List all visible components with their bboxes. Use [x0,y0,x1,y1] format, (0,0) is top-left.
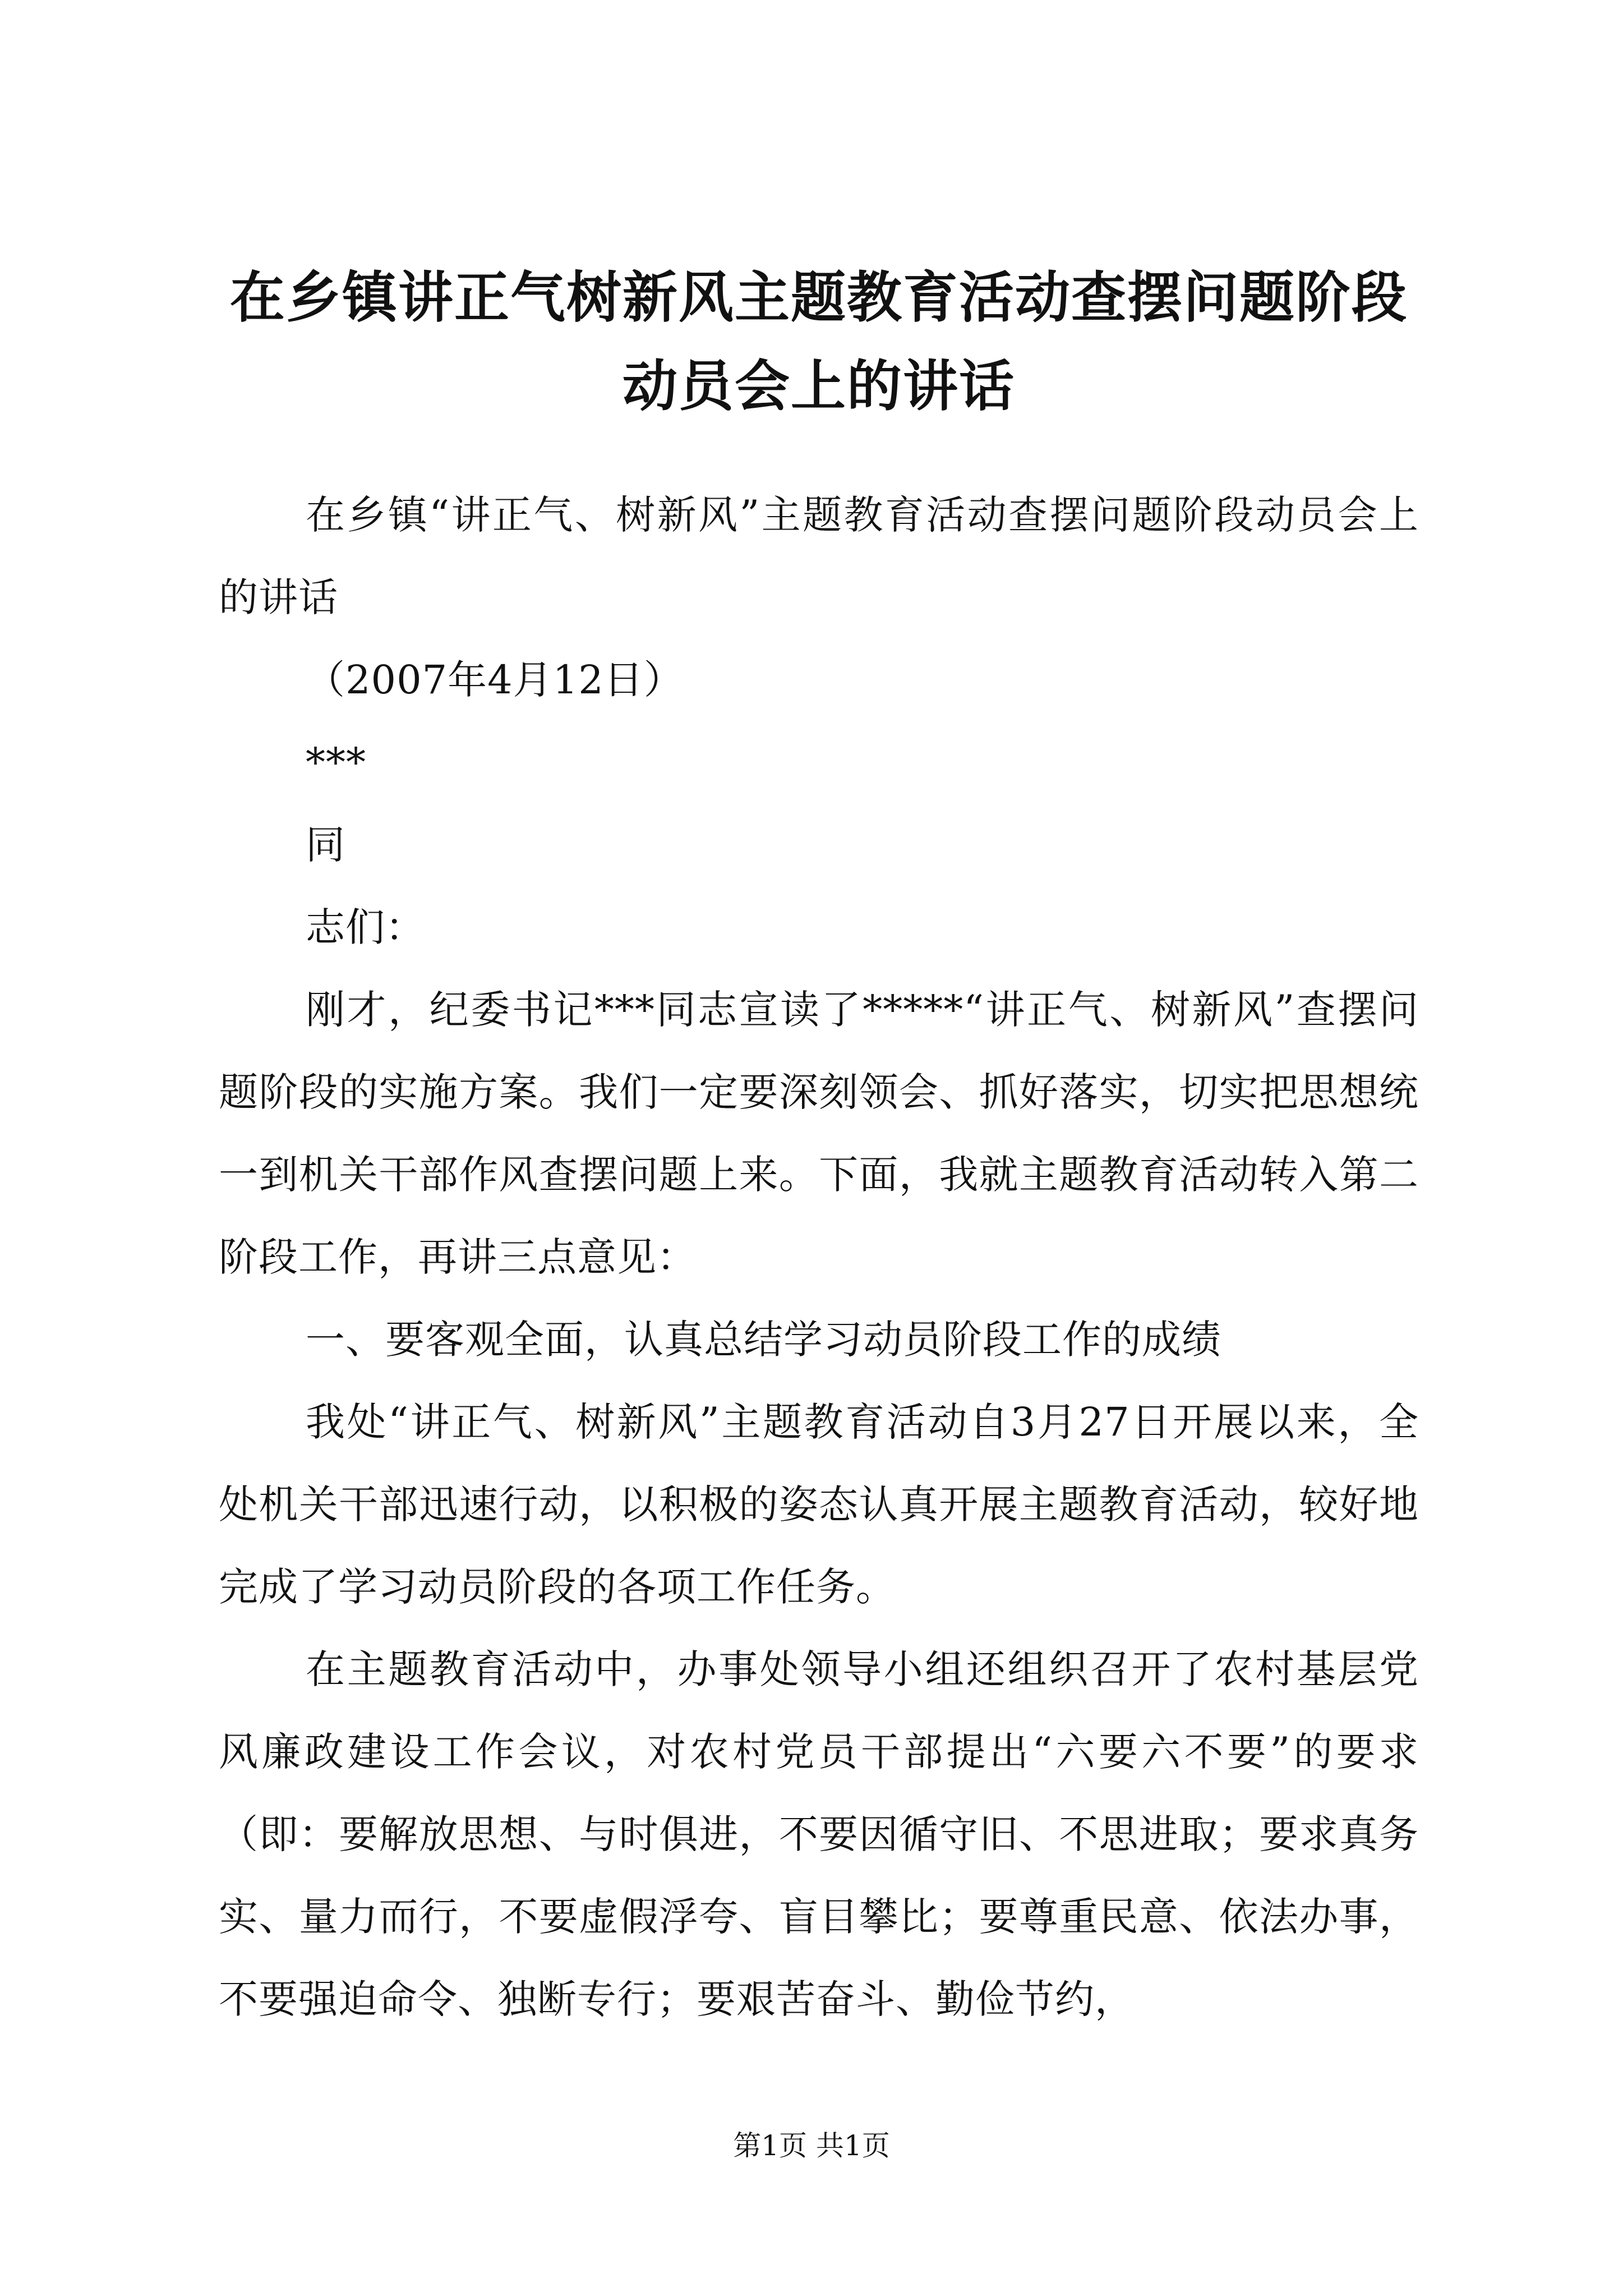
speaker-name: *** [306,739,366,785]
section-heading: 一、要客观全面，认真总结学习动员阶段工作的成绩 [306,1317,1221,1363]
document-body [219,474,1419,2041]
body-paragraph: 在主题教育活动中，办事处领导小组还组织召开了农村基层党风廉政建设工作会议，对农村党员干部提出“六要六不要”的要求（即：要解放思想、与时俱进，不要因循守旧、不思进取；要求真务实、量力而行，不要虚假浮夸、盲目攀比；要尊重民意、依法办事，不要强迫命令、独断专行；要艰苦奋斗、勤俭节约， [219,1646,1419,2022]
body-paragraph: 刚才，纪委书记***同志宣读了*****“讲正气、树新风”查摆问题阶段的实施方案。我们一定要深刻领会、抓好落实，切实把思想统一到机关干部作风查摆问题上来。下面，我就主题教育活动转入第二阶段工作，再讲三点意见： [219,987,1419,1280]
page-footer: 第1页 共1页 [733,2129,890,2162]
body-paragraph: 我处“讲正气、树新风”主题教育活动自3月27日开展以来，全处机关干部迅速行动，以积极的姿态认真开展主题教育活动，较好地完成了学习动员阶段的各项工作任务。 [219,1399,1419,1610]
date-line: （2007年4月12日） [306,657,684,703]
salutation-line-1: 同 [306,822,345,868]
salutation-line-2: 志们： [306,904,425,950]
subtitle-paragraph: 在乡镇“讲正气、树新风”主题教育活动查摆问题阶段动员会上的讲话 [219,492,1419,620]
document-title: 在乡镇讲正气树新风主题教育活动查摆问题阶段动员会上的讲话 [229,265,1408,418]
